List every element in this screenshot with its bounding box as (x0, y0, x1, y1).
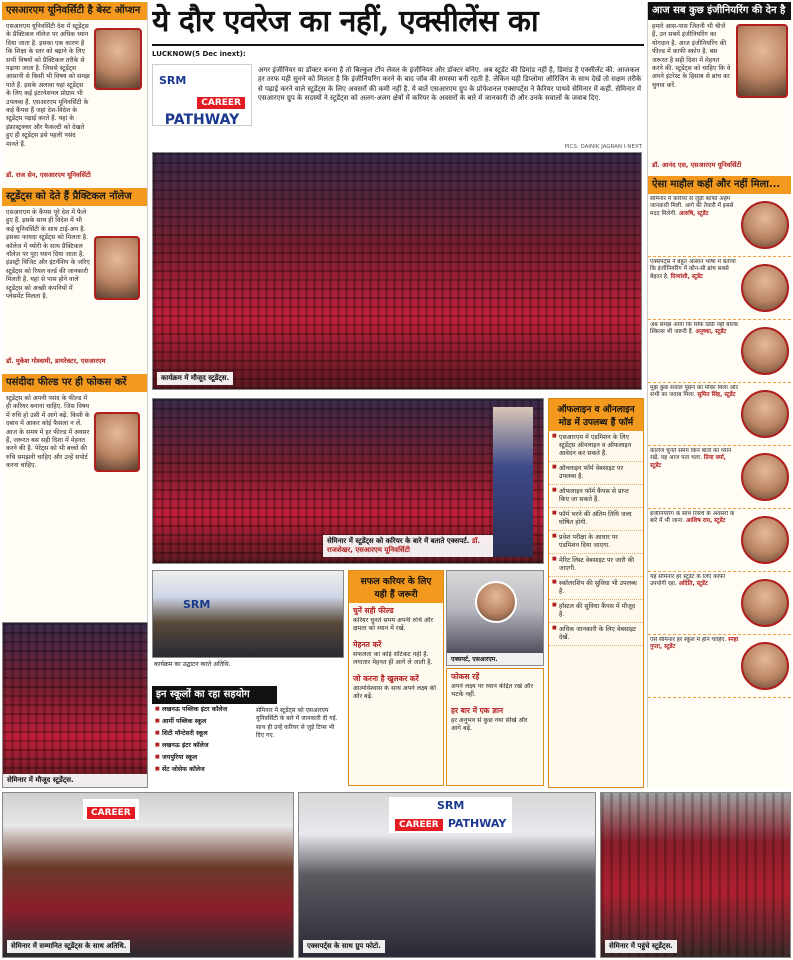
student-quote (648, 194, 791, 257)
student-quote-text (650, 574, 741, 632)
schools-note: सेमिनार में स्टूडेंट्स को एसआरएम यूनिवर्सिटी के बारे में जानकारी दी गई. साथ ही उन्हें करियर से जुड़े टिप्स भी दिए गए. (256, 707, 338, 740)
student-quote-name: आरुषि, स्टूडेंट (678, 210, 709, 217)
admission-form-item: ■ अधिक जानकारी के लिए वेबसाइट देखें. (549, 623, 643, 646)
student-quote (648, 572, 791, 635)
admission-form-item: ■ ऑफलाइन फॉर्म कैंपस से प्राप्त किए जा सकते हैं. (549, 485, 643, 508)
student-quote-name: दिव्यांशी, स्टूडेंट (670, 273, 703, 280)
school-item: ■ लखनऊ इंटर कॉलेज (152, 740, 252, 752)
student-quote-name: स्नेहा गुप्ता, स्टूडेंट (650, 637, 739, 651)
speaker-caption (323, 535, 493, 557)
seminar-hall-photo (152, 152, 642, 390)
student-quote-text (650, 196, 741, 254)
student-photo (741, 516, 789, 564)
tip-2-title: मेहनत करें (353, 639, 382, 649)
student-quote-body: यह सेमिनार हर स्टूडेंट के लिए काफी उपयोगी रहा. (650, 574, 726, 588)
srm-career-pathway-logo (152, 64, 252, 126)
seminar-hall-caption: कार्यक्रम में मौजूद स्टूडेंट्स. (157, 372, 233, 385)
student-quote (648, 509, 791, 572)
tip-1-body: करियर चुनते समय अपनी रुचि और क्षमता को ध्यान में रखें. (353, 617, 433, 633)
left-section1-title: एसआरएम यूनिवर्सिटी है बेस्ट ऑप्शन (2, 2, 147, 20)
expert-photo-3 (94, 412, 140, 472)
student-quote-text (650, 448, 741, 506)
student-quote-name: सुमित सिंह, स्टूडेंट (697, 392, 736, 399)
admission-form-item: ■ स्कॉलरशिप की सुविधा भी उपलब्ध है. (549, 577, 643, 600)
bottom-photo-2-pathway: PATHWAY (447, 817, 507, 830)
admission-forms-box (548, 398, 644, 788)
tip-5-body: हर अनुभव से कुछ नया सीखें और आगे बढ़ें. (451, 716, 528, 733)
admission-form-item: ■ फॉर्म भरने की अंतिम तिथि जल्द घोषित होगी. (549, 508, 643, 531)
student-quote-body: इंजीनियरिंग के साथ रिसर्च के अवसरों के बारे में भी जाना. (650, 511, 735, 525)
speaker-caption-text: सेमिनार में स्टूडेंट्स को करियर के बारे में बताते एक्सपर्ट. (327, 537, 470, 545)
student-quote-body: ऐसे सेमिनार हर स्कूल में होने चाहिए. (650, 637, 727, 643)
student-quote-name: अदिति, स्टूडेंट (678, 581, 708, 588)
more-tips-box (446, 668, 544, 786)
speaker-photo (152, 398, 544, 564)
right-top-author: डॉ. आनंद एस, एसआरएम यूनिवर्सिटी (652, 161, 742, 169)
student-quote-text (650, 385, 741, 443)
student-quotes-title: ऐसा माहौल कहीं और नहीं मिला... (648, 176, 791, 194)
ceremony-photo (152, 570, 344, 658)
student-quote-body: अब समझ आया कि सिर्फ डिग्री नहीं बल्कि स्किल्स भी जरूरी हैं. (650, 322, 739, 336)
student-quote-body: सेमिनार में करियर से जुड़ी काफी अहम जानकारी मिली. आगे की तैयारी में इससे मदद मिलेगी. (650, 196, 734, 217)
tip-3-body: आत्मविश्वास के साथ अपने लक्ष्य की ओर बढ़ें. (353, 684, 436, 701)
right-column (647, 2, 791, 788)
ceremony-caption: कार्यक्रम का उद्घाटन करते अतिथि. (152, 660, 344, 682)
speaker-caption-name: डॉ. राजशेखर, एसआरएम यूनिवर्सिटी (327, 537, 481, 554)
students-photo-left-caption: सेमिनार में मौजूद स्टूडेंट्स. (3, 774, 147, 787)
student-quote-body: कॉलेज चुनते समय किन बातों का ध्यान रखें, यह आज पता चला. (650, 448, 732, 462)
expert-portrait (446, 570, 544, 666)
right-top-body: हमारे आस-पास जितनी भी चीजें हैं, उन सबमें इंजीनियरिंग का योगदान है. आज इंजीनियरिंग की फील्ड में काफी स्कोप है. बस जरूरत है सही दिशा में मेहनत करने की. स्टूडेंट्स को चाहिए कि वे अपने इंटरेस्ट के हिसाब से ब्रांच का चुनाव करें. (652, 23, 731, 89)
left-column (2, 2, 148, 788)
left-section1-body: एसआरएम यूनिवर्सिटी देश में स्टूडेंट्स के प्रैक्टिकल नॉलेज पर अधिक ध्यान दिया जाता है. इसका एक कारण है कि शिक्षा के स्तर को बढ़ाने के लिए सभी विषयों को प्रैक्टिकल तरीके से पढ़ाया जाता है. जिससे स्टूडेंट्स आसानी से किसी भी विषय को समझ पाते हैं. इसके अलावा यहां स्टूडेंट्स के लिए कई इंटरनेशनल प्रोग्राम भी उपलब्ध हैं. एसआरएम यूनिवर्सिटी के कई कैंपस हैं जहां देश-विदेश के स्टूडेंट्स पढ़ाई करते हैं. यहां के इंफ्रास्ट्रक्चर और फैकल्टी को देखते हुए ही स्टूडेंट्स इसे पहली पसंद मानते हैं. (6, 23, 90, 148)
tip-3-title: जो करना है खुलकर करें (353, 673, 419, 683)
tip-4-body: अपने लक्ष्य पर ध्यान केंद्रित रखें और भटकें नहीं. (451, 683, 534, 699)
student-quote-body: मुझे कुछ सवाल पूछने का मौका मिला और सभी का जवाब मिला. (650, 385, 738, 399)
student-quotes-list (648, 194, 791, 698)
bottom-photo-1-caption: सेमिनार में सम्मानित स्टूडेंट्स के साथ अतिथि. (7, 940, 130, 953)
photo-credit: PICS: DAINIK JAGRAN I-NEXT (564, 144, 642, 150)
left-section3 (2, 392, 147, 522)
school-item: ■ आर्मी पब्लिक स्कूल (152, 716, 252, 728)
admission-forms-list (549, 431, 643, 646)
student-photo (741, 579, 789, 627)
expert-photo-2 (94, 236, 140, 300)
admission-form-item: ■ ऑनलाइन फॉर्म वेबसाइट पर उपलब्ध है. (549, 462, 643, 485)
career-tips-title: सफल करियर के लिए यही हैं जरूरी (349, 571, 443, 603)
tip-4-title: फोकस रहें (451, 672, 480, 681)
student-photo (741, 390, 789, 438)
student-quote-text (650, 322, 741, 380)
bottom-photo-2-caption: एक्सपर्ट्स के साथ ग्रुप फोटो. (303, 940, 385, 953)
left-section2-author: डॉ. मुकेश गोस्वामी, डायरेक्टर, एसआरएम (6, 357, 106, 365)
page-headline: ये दौर एवरेज का नहीं, एक्सीलेंस का (152, 4, 539, 39)
school-item: ■ सेंट जोसेफ कॉलेज (152, 764, 252, 776)
left-section2-title: स्टूडेंट्स को देते हैं प्रैक्टिकल नॉलेज (2, 188, 147, 206)
student-photo (741, 453, 789, 501)
bottom-photo-1-banner: CAREER (87, 807, 135, 819)
headline-rule (152, 44, 644, 46)
student-photo (741, 201, 789, 249)
student-quote (648, 446, 791, 509)
speaker-figure (493, 407, 533, 557)
logo-career-text: CAREER (197, 97, 245, 109)
right-top-title: आज सब कुछ इंजीनियरिंग की देन है (648, 2, 791, 20)
student-quote-body: एक्सपर्ट्स ने बहुत आसान भाषा में बताया कि इंजीनियरिंग में कौन-सी ब्रांच सबसे बेहतर है. (650, 259, 736, 280)
schools-list (152, 704, 252, 784)
schools-box (152, 686, 344, 786)
tip-5-title: हर बार में एक ज्ञान (451, 705, 504, 715)
student-quote-text (650, 637, 741, 695)
student-photo (741, 642, 789, 690)
left-section3-body: स्टूडेंट्स को अपनी पसंद के फील्ड में ही करियर बनाना चाहिए. जिस विषय में रुचि हो उसी में आगे बढ़ें. किसी के दबाव में आकर कोई फैसला न लें. आज के समय में हर फील्ड में अवसर हैं, जरूरत बस सही दिशा में मेहनत करने की है. पेरेंट्स को भी बच्चों की रुचि समझनी चाहिए और उन्हें सपोर्ट करना चाहिए. (6, 395, 90, 470)
school-item: ■ जयपुरिया स्कूल (152, 752, 252, 764)
left-section2-body: एसआरएम के कैंपस पूरे देश में फैले हुए हैं. इसके साथ ही विदेश में भी कई यूनिवर्सिटी के साथ टाई-अप है. इसका फायदा स्टूडेंट्स को मिलता है. कॉलेज में थ्योरी के साथ प्रैक्टिकल नॉलेज पर पूरा ध्यान दिया जाता है. इंडस्ट्री विजिट और इंटर्नशिप के जरिए स्टूडेंट्स को रियल वर्ल्ड की जानकारी मिलती है. यहां से पास होने वाले स्टूडेंट्स को अच्छी कंपनियों में प्लेसमेंट मिलता है. (6, 209, 90, 301)
school-item: ■ लखनऊ पब्लिक इंटर कॉलेज (152, 704, 252, 716)
admission-form-item: ■ प्रवेश परीक्षा के आधार पर एडमिशन दिया जाएगा. (549, 531, 643, 554)
bottom-photo-2-career: CAREER (395, 819, 443, 831)
student-photo (741, 264, 789, 312)
bottom-photo-3 (600, 792, 791, 958)
career-tips-box (348, 570, 444, 786)
admission-forms-title: ऑफलाइन व ऑनलाइन मोड में उपलब्ध हैं फॉर्म (549, 399, 643, 431)
left-section3-title: पसंदीदा फील्ड पर ही फोकस करें (2, 374, 147, 392)
student-quote (648, 320, 791, 383)
student-quote-name: आशिष राय, स्टूडेंट (685, 518, 726, 525)
bottom-photo-3-caption: सेमिनार में पहुंचे स्टूडेंट्स. (605, 940, 677, 953)
student-quote-text (650, 259, 741, 317)
school-item: ■ सिटी मॉन्टेसरी स्कूल (152, 728, 252, 740)
right-top-section (648, 20, 791, 160)
schools-title: इन स्कूलों का रहा सहयोग (152, 686, 277, 704)
admission-form-item: ■ एसआरएम में एडमिशन के लिए स्टूडेंट्स ऑनलाइन व ऑफलाइन आवेदन कर सकते हैं. (549, 431, 643, 462)
bottom-photo-1 (2, 792, 294, 958)
admission-form-item: ■ हॉस्टल की सुविधा कैंपस में मौजूद है. (549, 600, 643, 623)
student-quote-text (650, 511, 741, 569)
left-section2 (2, 206, 147, 356)
expert-portrait-caption: एक्सपर्ट, एसआरएम. (447, 653, 543, 665)
left-section1-author: डॉ. राज सेन, एसआरएम यूनिवर्सिटी (6, 171, 91, 179)
left-section1 (2, 20, 147, 170)
expert-photo-right (736, 24, 788, 98)
student-photo (741, 327, 789, 375)
student-quote (648, 383, 791, 446)
student-quote-name: प्रिया वर्मा, स्टूडेंट (650, 455, 726, 469)
bottom-photo-2 (298, 792, 596, 958)
expert-photo-1 (94, 28, 142, 90)
tip-2-body: सफलता का कोई शॉर्टकट नहीं है. लगातार मेहनत ही आगे ले जाती है. (353, 650, 433, 667)
logo-srm-text: SRM (159, 74, 187, 87)
lead-paragraph: अगर इंजीनियर या डॉक्टर बनना है तो बिल्कुल टॉप लेवल के इंजीनियर और डॉक्टर बनिए. अब स्टूडेंट की डिमांड नहीं है, डिमांड है एक्सीलेंट की. आजकल हर तरफ यही सुनने को मिलता है कि इंजीनियरिंग करने के बाद जॉब की समस्या बनी रहती है. लेकिन यही डिप्लोमा ऑरिजिन के साथ देखें तो सक्षम तरीके से पढ़ाई करने वाले स्टूडेंट्स के लिए अवसरों की कमी नहीं है. ये बातें एसआरएम ग्रुप के प्रोफेशनल एक्सपर्ट्स ने कैरियर पाथवे सेमिनार में कहीं. सेमिनार में एसआरएम ग्रुप के सदस्यों ने स्टूडेंट्स को अलग-अलग क्षेत्रों में करियर के अवसरों के बारे में जानकारी दी और उनके सवालों के जवाब दिए. (258, 66, 642, 102)
dateline: LUCKNOW(5 Dec inext): (152, 50, 246, 58)
student-quote (648, 635, 791, 698)
student-quote (648, 257, 791, 320)
expert-portrait-face (475, 581, 517, 623)
bottom-photo-2-srm: SRM (436, 799, 465, 812)
student-quote-name: अनुष्का, स्टूडेंट (695, 329, 727, 336)
tip-1-title: चुनें सही फील्ड (353, 606, 394, 615)
ceremony-banner-srm: SRM (183, 598, 211, 611)
admission-form-item: ■ मेरिट लिस्ट वेबसाइट पर जारी की जाएगी. (549, 554, 643, 577)
students-photo-left (2, 622, 148, 788)
logo-pathway-text: PATHWAY (164, 112, 240, 128)
